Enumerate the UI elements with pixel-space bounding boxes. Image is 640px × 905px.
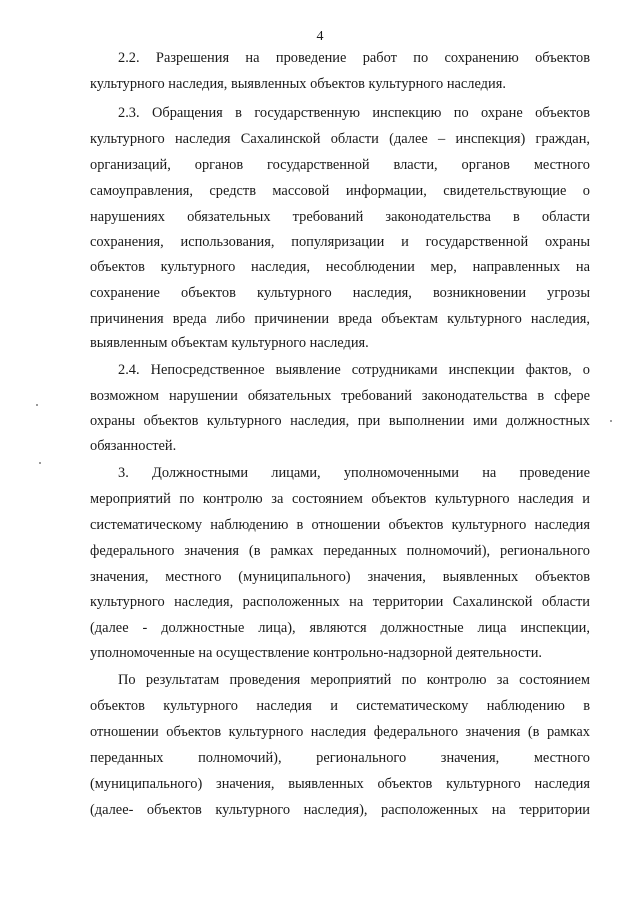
paragraph-2-3-line-8: сохранение объектов культурного наследия, возникновении угрозы	[90, 285, 590, 301]
paragraph-results-line-3: отношении объектов культурного наследия федерального значения (в рамках	[90, 724, 590, 740]
paragraph-2-4-line-2: возможном нарушении обязательных требований законодательства в сфере	[90, 388, 590, 404]
paragraph-2-4-line-1: 2.4. Непосредственное выявление сотрудниками инспекции фактов, о	[118, 362, 590, 378]
scan-speck	[36, 404, 38, 406]
paragraph-3-line-5: значения, местного (муниципального) значения, выявленных объектов	[90, 569, 590, 585]
paragraph-2-3-line-9: причинения вреда либо причинении вреда объектам культурного наследия,	[90, 311, 590, 327]
paragraph-3-line-8: уполномоченные на осуществление контрольно-надзорной деятельности.	[90, 645, 543, 661]
paragraph-2-3-line-3: организаций, органов государственной власти, органов местного	[90, 157, 590, 173]
paragraph-results-line-2: объектов культурного наследия и систематическому наблюдению в	[90, 698, 590, 714]
paragraph-3-line-7: (далее - должностные лица), являются должностные лица инспекции,	[90, 620, 590, 636]
paragraph-2-4-line-4: обязанностей.	[90, 438, 177, 454]
paragraph-3-line-2: мероприятий по контролю за состоянием объектов культурного наследия и	[90, 491, 590, 507]
paragraph-3-line-3: систематическому наблюдению в отношении объектов культурного наследия	[90, 517, 590, 533]
paragraph-2-3-line-4: самоуправления, средств массовой информации, свидетельствующие о	[90, 183, 590, 199]
scan-speck	[610, 420, 612, 422]
paragraph-2-3-line-5: нарушениях обязательных требований законодательства в области	[90, 209, 590, 225]
paragraph-2-3-line-2: культурного наследия Сахалинской области (далее – инспекция) граждан,	[90, 131, 590, 147]
page-number: 4	[316, 29, 324, 44]
paragraph-results-line-1: По результатам проведения мероприятий по контролю за состоянием	[118, 672, 590, 688]
paragraph-2-3-line-10: выявленным объектам культурного наследия.	[90, 335, 369, 351]
paragraph-2-2-line-1: 2.2. Разрешения на проведение работ по сохранению объектов	[118, 50, 590, 66]
paragraph-results-line-5: (муниципального) значения, выявленных объектов культурного наследия	[90, 776, 590, 792]
paragraph-3-line-6: культурного наследия, расположенных на территории Сахалинской области	[90, 594, 590, 610]
paragraph-2-3-line-7: объектов культурного наследия, несоблюдении мер, направленных на	[90, 259, 590, 275]
paragraph-results-line-6: (далее- объектов культурного наследия), расположенных на территории	[90, 802, 590, 818]
paragraph-3-line-1: 3. Должностными лицами, уполномоченными на проведение	[118, 465, 590, 481]
paragraph-2-3-line-6: сохранения, использования, популяризации и государственной охраны	[90, 234, 590, 250]
paragraph-2-2-line-2: культурного наследия, выявленных объектов культурного наследия.	[90, 76, 506, 92]
paragraph-2-3-line-1: 2.3. Обращения в государственную инспекцию по охране объектов	[118, 105, 590, 121]
paragraph-3-line-4: федерального значения (в рамках переданных полномочий), регионального	[90, 543, 590, 559]
scan-speck	[39, 462, 41, 464]
paragraph-results-line-4: переданных полномочий), регионального значения, местного	[90, 750, 590, 766]
paragraph-2-4-line-3: охраны объектов культурного наследия, при выполнении ими должностных	[90, 413, 590, 429]
